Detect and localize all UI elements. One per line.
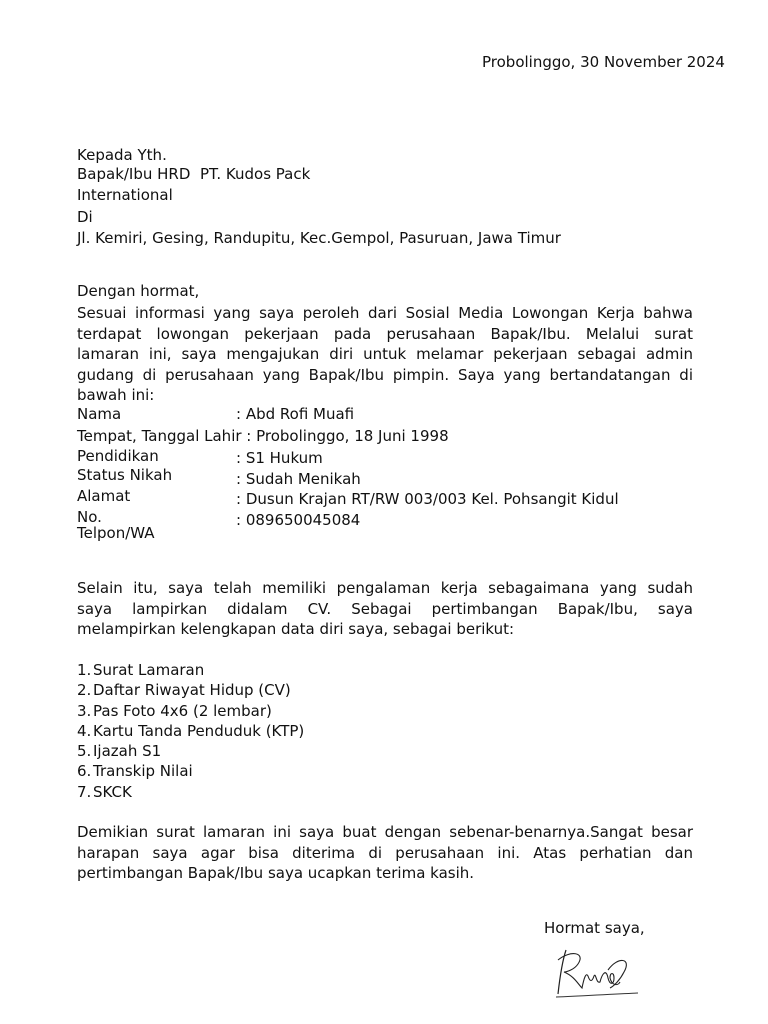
phone-label-2: Telpon/WA	[77, 524, 155, 542]
closing-paragraph	[77, 822, 693, 884]
sign-off: Hormat saya,	[544, 919, 645, 937]
experience-line: saya lampirkan didalam CV. Sebagai pertimbangan Bapak/Ibu, saya	[77, 599, 693, 618]
recipient-address: Jl. Kemiri, Gesing, Randupitu, Kec.Gempol, Pasuruan, Jawa Timur	[77, 229, 561, 247]
experience-paragraph	[77, 578, 693, 640]
experience-line: Selain itu, saya telah memiliki pengalaman kerja sebagaimana yang sudah	[77, 579, 693, 597]
closing-line: Demikian surat lamaran ini saya buat dengan sebenar-benarnya.Sangat besar	[77, 823, 693, 841]
list-item: 6. Transkip Nilai	[77, 762, 193, 781]
recipient-line-1: Kepada Yth.	[77, 146, 167, 164]
marital-value: : Sudah Menikah	[236, 470, 361, 488]
closing-line: pertimbangan Bapak/Ibu saya ucapkan terima kasih.	[77, 864, 475, 882]
experience-line: melampirkan kelengkapan data diri saya, sebagai berikut:	[77, 620, 515, 638]
list-item: 1. Surat Lamaran	[77, 661, 205, 679]
recipient-line-4: Di	[77, 208, 93, 226]
list-item: 4. Kartu Tanda Penduduk (KTP)	[77, 721, 305, 740]
intro-line: bawah ini:	[77, 386, 155, 404]
address-label: Alamat	[77, 487, 131, 505]
phone-value: : 089650045084	[236, 511, 361, 529]
birth-line: Tempat, Tanggal Lahir : Probolinggo, 18 Juni 1998	[77, 427, 449, 445]
marital-label: Status Nikah	[77, 466, 173, 484]
name-label: Nama	[77, 405, 122, 423]
list-item: 3. Pas Foto 4x6 (2 lembar)	[77, 701, 272, 720]
intro-line: Sesuai informasi yang saya peroleh dari Sosial Media Lowongan Kerja bahwa	[77, 304, 693, 322]
greeting: Dengan hormat,	[77, 282, 200, 300]
intro-paragraph	[77, 303, 693, 406]
attachments-list	[77, 660, 304, 802]
education-label: Pendidikan	[77, 447, 159, 465]
address-value: : Dusun Krajan RT/RW 003/003 Kel. Pohsangit Kidul	[236, 490, 619, 508]
intro-line: terdapat lowongan pekerjaan pada perusahaan Bapak/Ibu. Melalui surat	[77, 324, 693, 343]
list-item: 5. Ijazah S1	[77, 742, 162, 761]
intro-line: gudang di perusahaan yang Bapak/Ibu pimpin. Saya yang bertandatangan di	[77, 365, 693, 384]
list-item: 7. SKCK	[77, 782, 132, 801]
place-date: Probolinggo, 30 November 2024	[482, 53, 725, 71]
signature	[552, 942, 642, 1002]
recipient-line-3: International	[77, 186, 173, 204]
closing-line: harapan saya agar bisa diterima di perusahaan ini. Atas perhatian dan	[77, 843, 693, 862]
education-value: : S1 Hukum	[236, 449, 323, 467]
list-item: 2. Daftar Riwayat Hidup (CV)	[77, 681, 291, 700]
recipient-line-2: Bapak/Ibu HRD PT. Kudos Pack	[77, 165, 311, 183]
name-value: : Abd Rofi Muafi	[236, 405, 355, 423]
phone-label-1: No.	[77, 508, 102, 526]
intro-line: lamaran ini, saya mengajukan diri untuk melamar pekerjaan sebagai admin	[77, 345, 693, 363]
